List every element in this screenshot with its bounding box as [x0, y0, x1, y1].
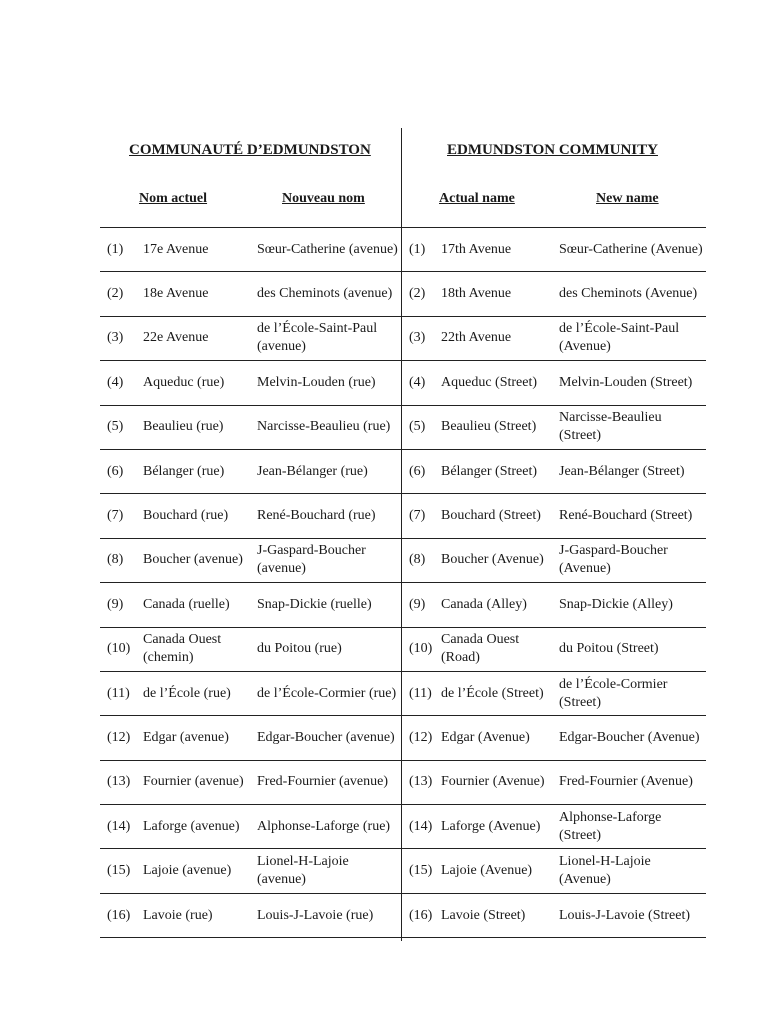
current-name: Beaulieu (rue) — [143, 419, 224, 435]
new-name: René-Bouchard (rue) — [257, 508, 376, 524]
table-row — [100, 583, 401, 627]
table-row — [402, 494, 706, 538]
new-name: de l’École-Cormier (Street) — [559, 676, 668, 710]
current-name: Aqueduc (Street) — [441, 374, 538, 390]
row-number: (8) — [107, 552, 124, 568]
row-number: (2) — [107, 286, 124, 302]
table-row — [402, 272, 706, 316]
new-name: Louis-J-Lavoie (Street) — [559, 907, 691, 923]
table-row — [402, 672, 706, 716]
row-number: (3) — [409, 330, 426, 346]
table-row — [402, 716, 706, 760]
table-row — [100, 450, 401, 494]
new-name: Fred-Fournier (avenue) — [257, 774, 389, 790]
new-name: J-Gaspard-Boucher (avenue) — [257, 543, 366, 577]
row-number: (9) — [107, 596, 124, 612]
table-row — [402, 317, 706, 361]
row-number: (12) — [107, 729, 131, 745]
table-row — [402, 849, 706, 893]
new-name: Alphonse-Laforge (Street) — [559, 809, 662, 843]
header-actual-name: Actual name — [439, 191, 515, 206]
new-name: Jean-Bélanger (Street) — [559, 463, 685, 479]
table-row — [100, 406, 401, 450]
current-name: Lajoie (Avenue) — [441, 863, 533, 879]
new-name: Narcisse-Beaulieu (Street) — [559, 410, 662, 444]
new-name: de l’École-Cormier (rue) — [257, 685, 397, 701]
english-title: EDMUNDSTON COMMUNITY — [447, 142, 658, 158]
table-row — [402, 583, 706, 627]
new-name: Louis-J-Lavoie (rue) — [257, 907, 374, 923]
header-nouveau-nom: Nouveau nom — [282, 191, 365, 206]
current-name: Bélanger (rue) — [143, 463, 225, 479]
current-name: Laforge (avenue) — [143, 818, 240, 834]
table-row — [402, 628, 706, 672]
table-row — [402, 894, 706, 938]
current-name: 18th Avenue — [441, 286, 512, 302]
current-name: Canada (Alley) — [441, 596, 527, 612]
new-name: Lionel-H-Lajoie (Avenue) — [559, 854, 651, 888]
new-name: Sœur-Catherine (avenue) — [257, 241, 398, 257]
table-row — [402, 539, 706, 583]
new-name: de l’École-Saint-Paul (Avenue) — [559, 321, 680, 355]
row-number: (9) — [409, 596, 426, 612]
current-name: 17e Avenue — [143, 241, 209, 257]
french-title: COMMUNAUTÉ D’EDMUNDSTON — [129, 142, 371, 158]
row-number: (15) — [409, 863, 433, 879]
current-name: Bouchard (Street) — [441, 508, 541, 524]
row-number: (1) — [107, 241, 124, 257]
new-name: Narcisse-Beaulieu (rue) — [257, 419, 391, 435]
table-row — [100, 361, 401, 405]
row-number: (14) — [107, 818, 131, 834]
row-number: (11) — [107, 685, 130, 701]
new-name: J-Gaspard-Boucher (Avenue) — [559, 543, 668, 577]
row-number: (6) — [107, 463, 124, 479]
current-name: Bouchard (rue) — [143, 508, 229, 524]
current-name: Aqueduc (rue) — [143, 374, 225, 390]
new-name: Snap-Dickie (Alley) — [559, 596, 673, 612]
new-name: Lionel-H-Lajoie (avenue) — [257, 854, 349, 888]
current-name: de l’École (Street) — [441, 685, 544, 701]
table-row — [100, 272, 401, 316]
row-number: (7) — [107, 508, 124, 524]
row-number: (1) — [409, 241, 426, 257]
new-name: Edgar-Boucher (avenue) — [257, 729, 395, 745]
english-rows — [402, 227, 706, 938]
table-row — [100, 672, 401, 716]
table-row — [402, 406, 706, 450]
header-new-name: New name — [596, 191, 659, 206]
table-row — [100, 317, 401, 361]
current-name: Canada Ouest (Road) — [441, 632, 520, 666]
row-number: (14) — [409, 818, 433, 834]
current-name: Fournier (avenue) — [143, 774, 244, 790]
current-name: Lavoie (Street) — [441, 907, 526, 923]
row-number: (3) — [107, 330, 124, 346]
new-name: Jean-Bélanger (rue) — [257, 463, 368, 479]
row-number: (16) — [409, 907, 433, 923]
new-name: Melvin-Louden (rue) — [257, 374, 376, 390]
table-row — [100, 761, 401, 805]
new-name: des Cheminots (avenue) — [257, 286, 393, 302]
current-name: Bélanger (Street) — [441, 463, 538, 479]
current-name: 22th Avenue — [441, 330, 512, 346]
current-name: Canada Ouest (chemin) — [143, 632, 222, 666]
row-number: (7) — [409, 508, 426, 524]
table-row — [402, 450, 706, 494]
row-number: (11) — [409, 685, 432, 701]
table-row — [402, 805, 706, 849]
new-name: Edgar-Boucher (Avenue) — [559, 729, 700, 745]
table-row — [100, 494, 401, 538]
row-number: (6) — [409, 463, 426, 479]
current-name: de l’École (rue) — [143, 685, 231, 701]
current-name: 17th Avenue — [441, 241, 512, 257]
current-name: Fournier (Avenue) — [441, 774, 545, 790]
row-number: (13) — [409, 774, 433, 790]
table-row — [100, 539, 401, 583]
current-name: Laforge (Avenue) — [441, 818, 541, 834]
current-name: Edgar (Avenue) — [441, 729, 530, 745]
new-name: Snap-Dickie (ruelle) — [257, 596, 372, 612]
current-name: Boucher (Avenue) — [441, 552, 544, 568]
current-name: Lavoie (rue) — [143, 907, 213, 923]
row-number: (10) — [409, 641, 433, 657]
current-name: Beaulieu (Street) — [441, 419, 537, 435]
row-number: (2) — [409, 286, 426, 302]
current-name: Boucher (avenue) — [143, 552, 243, 568]
new-name: du Poitou (Street) — [559, 641, 659, 657]
current-name: 18e Avenue — [143, 286, 209, 302]
new-name: des Cheminots (Avenue) — [559, 286, 698, 302]
table-row — [402, 761, 706, 805]
new-name: Sœur-Catherine (Avenue) — [559, 241, 703, 257]
new-name: René-Bouchard (Street) — [559, 508, 693, 524]
table-row — [100, 628, 401, 672]
new-name: du Poitou (rue) — [257, 641, 342, 657]
row-number: (8) — [409, 552, 426, 568]
french-rows — [100, 227, 401, 938]
new-name: Alphonse-Laforge (rue) — [257, 818, 391, 834]
row-number: (15) — [107, 863, 131, 879]
row-number: (4) — [409, 374, 426, 390]
new-name: Fred-Fournier (Avenue) — [559, 774, 693, 790]
table-row — [402, 228, 706, 272]
row-number: (5) — [107, 419, 124, 435]
row-number: (13) — [107, 774, 131, 790]
table-row — [100, 228, 401, 272]
new-name: Melvin-Louden (Street) — [559, 374, 693, 390]
current-name: Canada (ruelle) — [143, 596, 230, 612]
table-row — [402, 361, 706, 405]
table-row — [100, 716, 401, 760]
header-nom-actuel: Nom actuel — [139, 191, 208, 206]
row-number: (12) — [409, 729, 433, 745]
table-row — [100, 805, 401, 849]
current-name: Lajoie (avenue) — [143, 863, 232, 879]
new-name: de l’École-Saint-Paul (avenue) — [257, 321, 378, 355]
row-number: (4) — [107, 374, 124, 390]
table-row — [100, 849, 401, 893]
row-number: (16) — [107, 907, 131, 923]
current-name: 22e Avenue — [143, 330, 209, 346]
current-name: Edgar (avenue) — [143, 729, 229, 745]
row-number: (5) — [409, 419, 426, 435]
row-number: (10) — [107, 641, 131, 657]
table-row — [100, 894, 401, 938]
